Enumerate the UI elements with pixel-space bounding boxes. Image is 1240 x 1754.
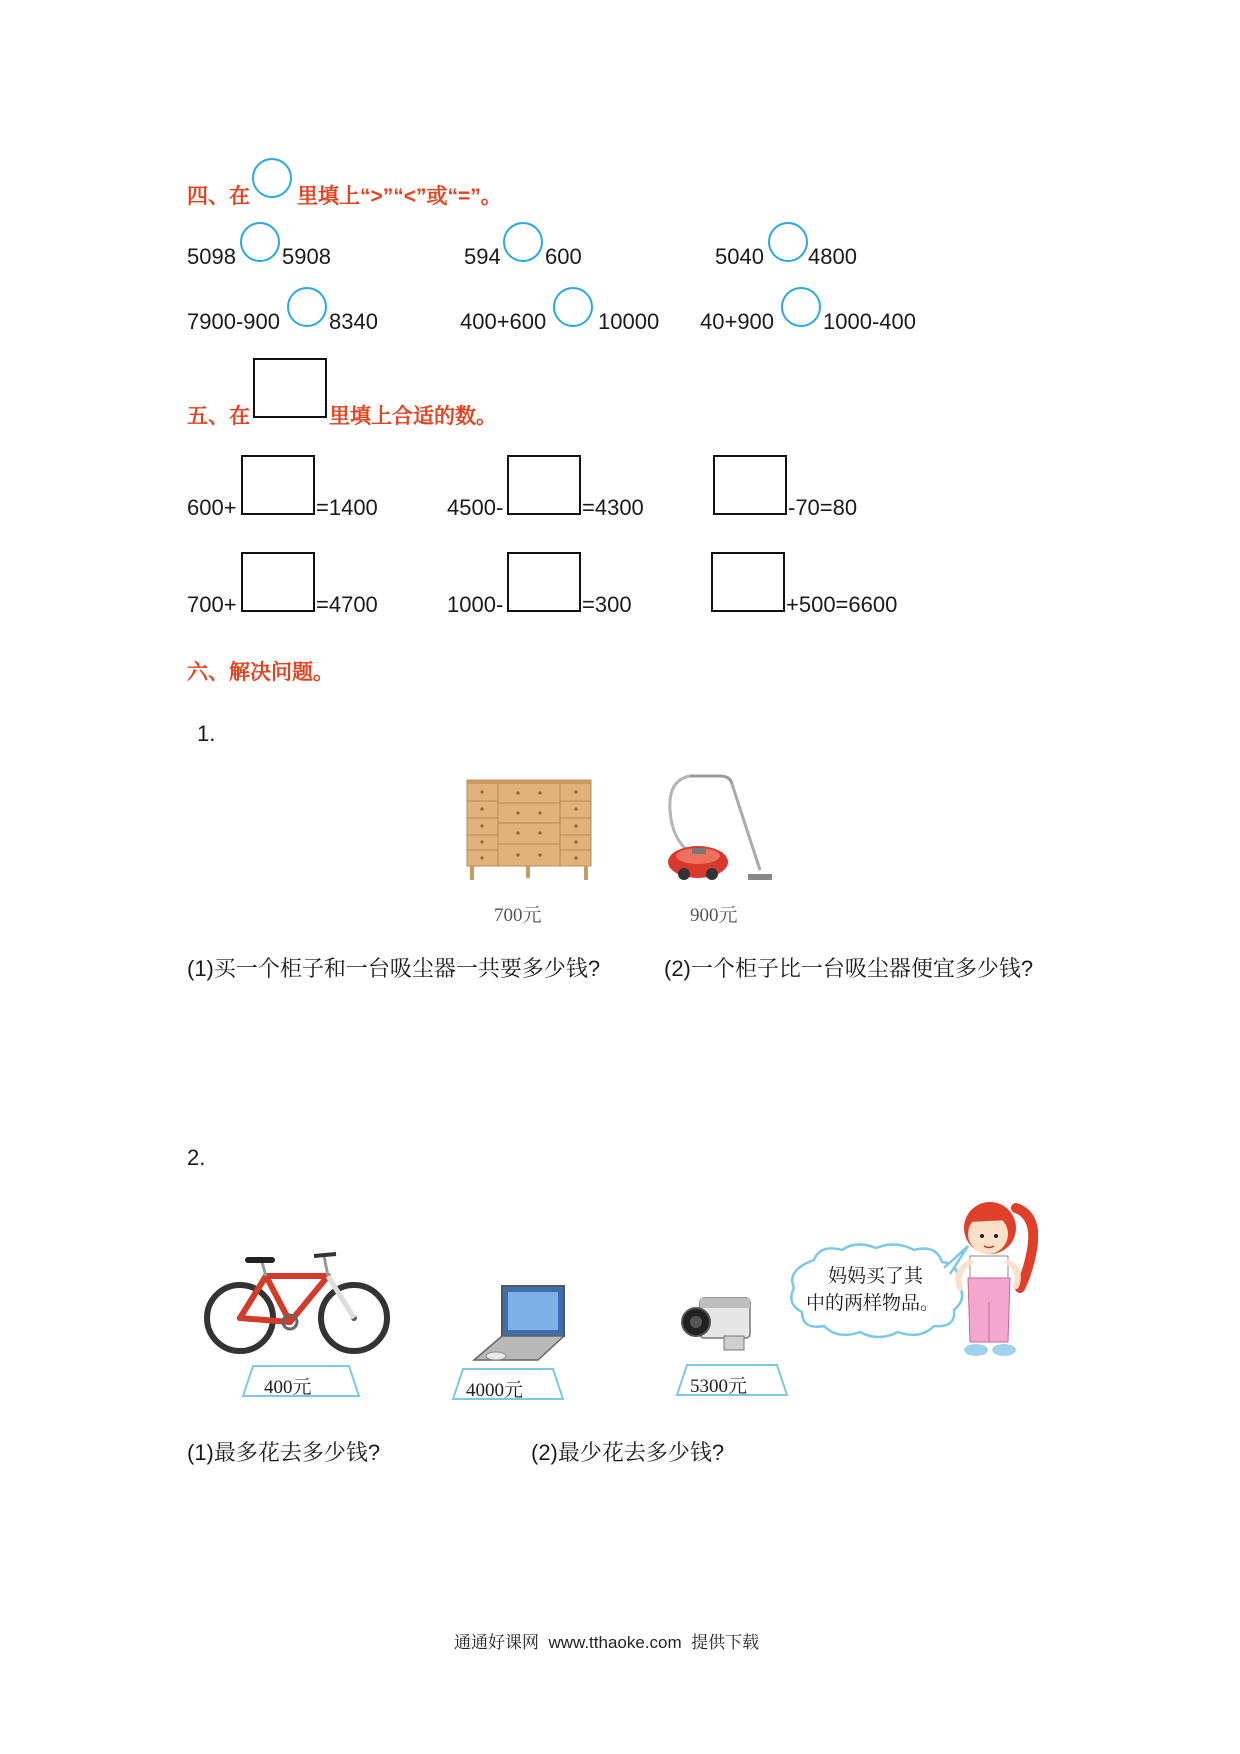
fill-right: =300	[582, 592, 632, 617]
speech-line2: 中的两样物品。	[806, 1292, 940, 1314]
girl-image	[946, 1192, 1038, 1368]
fill-box[interactable]	[507, 552, 581, 612]
fill-right: +500=6600	[786, 592, 898, 617]
compare-circle[interactable]	[768, 222, 808, 262]
fill-left: 600+	[187, 495, 237, 520]
fill-right: =1400	[316, 495, 378, 520]
problem1-number: 1.	[197, 721, 216, 746]
compare-left: 7900-900	[187, 309, 280, 334]
compare-right: 8340	[329, 309, 378, 334]
compare-right: 4800	[808, 244, 857, 269]
compare-right: 600	[545, 244, 582, 269]
fill-left: 1000-	[447, 592, 504, 617]
compare-right: 5908	[282, 244, 331, 269]
section4-heading-suffix: 里填上“>”“<”或“=”。	[297, 185, 502, 208]
vacuum-image	[660, 770, 778, 888]
fill-box[interactable]	[507, 455, 581, 515]
speech-line1: 妈妈买了其	[828, 1265, 924, 1287]
compare-left: 5098	[187, 244, 236, 269]
section4-heading-prefix: 四、在	[187, 185, 250, 208]
section5-heading-prefix: 五、在	[187, 405, 250, 428]
compare-left: 5040	[715, 244, 764, 269]
fill-right: =4700	[316, 592, 378, 617]
camera-price: 5300元	[690, 1376, 748, 1397]
heading-box-sample	[253, 358, 327, 418]
compare-left: 594	[464, 244, 501, 269]
section5-heading-suffix: 里填上合适的数。	[329, 405, 497, 428]
compare-circle[interactable]	[781, 287, 821, 327]
cabinet-price: 700元	[494, 905, 542, 926]
vacuum-price: 900元	[690, 905, 738, 926]
fill-box[interactable]	[713, 455, 787, 515]
fill-left: 700+	[187, 592, 237, 617]
compare-circle[interactable]	[287, 287, 327, 327]
bicycle-image	[204, 1246, 390, 1358]
fill-left: 4500-	[447, 495, 504, 520]
laptop-price: 4000元	[466, 1380, 524, 1401]
footer-text: 通通好课网 www.tthaoke.com 提供下载	[454, 1633, 760, 1652]
problem2-question1: (1)最多花去多少钱?	[187, 1440, 381, 1465]
compare-circle[interactable]	[553, 287, 593, 327]
fill-box[interactable]	[241, 552, 315, 612]
fill-right: =4300	[582, 495, 644, 520]
problem2-question2: (2)最少花去多少钱?	[531, 1440, 725, 1465]
heading-circle-sample	[252, 158, 292, 198]
problem2-number: 2.	[187, 1145, 206, 1170]
compare-right: 1000-400	[823, 309, 916, 334]
camera-image	[680, 1290, 752, 1354]
laptop-image	[472, 1284, 568, 1366]
compare-circle[interactable]	[240, 222, 280, 262]
compare-left: 40+900	[700, 309, 775, 334]
cabinet-image	[466, 778, 592, 882]
problem1-question2: (2)一个柜子比一台吸尘器便宜多少钱?	[664, 956, 1034, 981]
compare-circle[interactable]	[503, 222, 543, 262]
bicycle-price: 400元	[264, 1377, 312, 1398]
compare-left: 400+600	[460, 309, 547, 334]
section6-heading: 六、解决问题。	[187, 661, 334, 684]
fill-box[interactable]	[241, 455, 315, 515]
fill-box[interactable]	[711, 552, 785, 612]
problem1-question1: (1)买一个柜子和一台吸尘器一共要多少钱?	[187, 956, 601, 981]
fill-right: -70=80	[788, 495, 858, 520]
compare-right: 10000	[598, 309, 660, 334]
